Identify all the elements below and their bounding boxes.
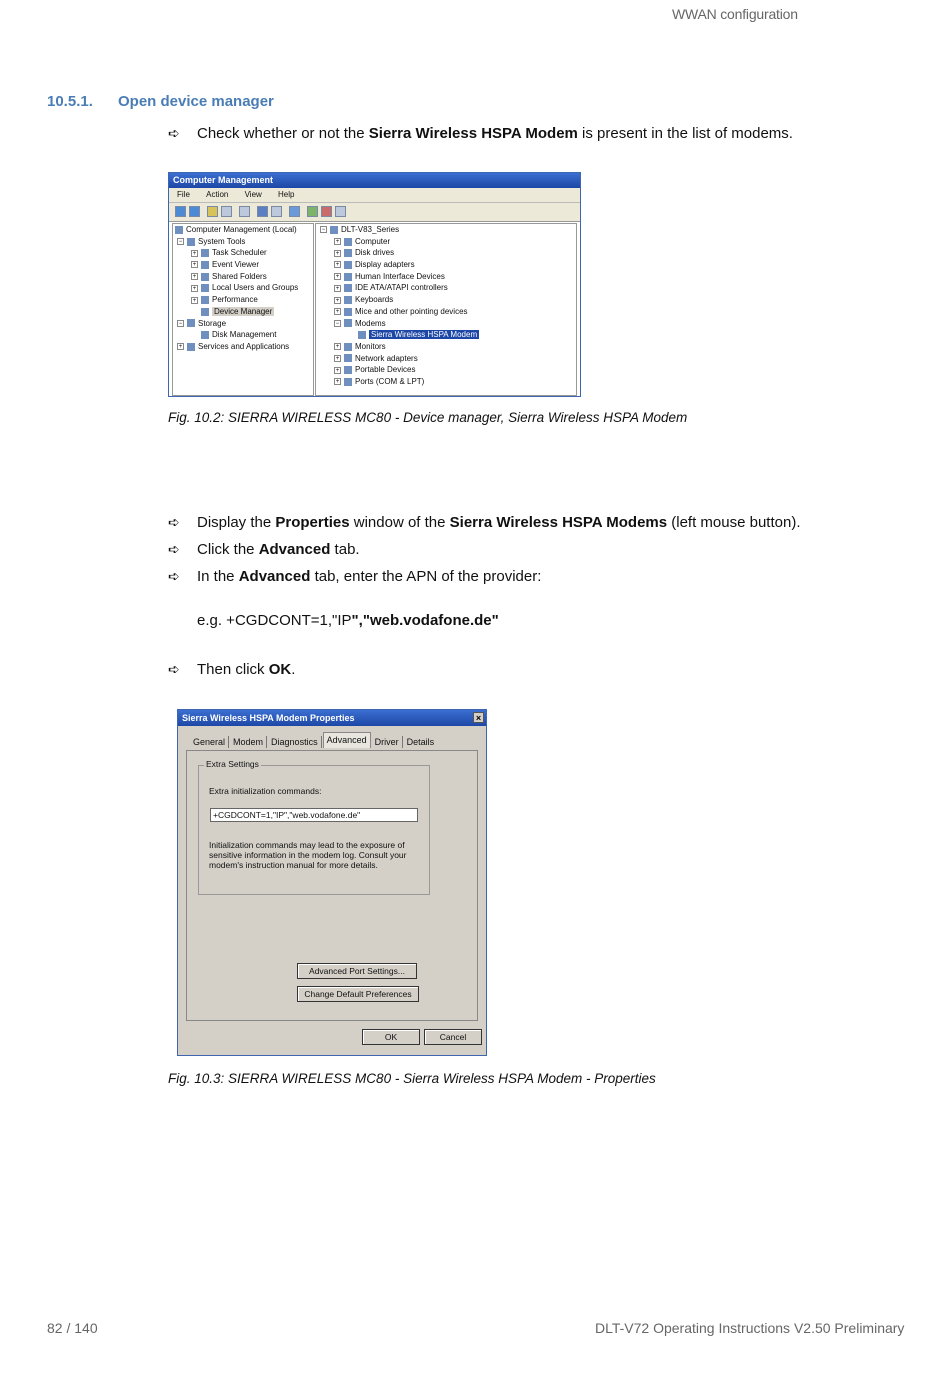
field-label: Extra initialization commands: — [209, 786, 322, 796]
users-icon — [201, 284, 209, 292]
document-title: DLT-V72 Operating Instructions V2.50 Preliminary — [595, 1320, 905, 1336]
step-enter-apn: ➪ In the Advanced tab, enter the APN of the provider: — [168, 568, 542, 585]
tree-item[interactable]: + Portable Devices — [335, 365, 416, 375]
help-icon[interactable] — [257, 206, 268, 217]
tab-advanced[interactable]: Advanced — [323, 732, 371, 748]
apn-example: e.g. +CGDCONT=1,"IP","web.vodafone.de" — [197, 612, 499, 629]
arrow-icon: ➪ — [168, 125, 180, 141]
close-icon[interactable]: × — [473, 712, 484, 723]
hardware-changes-icon[interactable] — [335, 206, 346, 217]
menu-bar — [169, 188, 580, 203]
properties-icon[interactable] — [239, 206, 250, 217]
dialog-title: Sierra Wireless HSPA Modem Properties × — [178, 710, 486, 726]
tree-item-sierra-modem[interactable]: Sierra Wireless HSPA Modem — [316, 329, 576, 341]
tree-item[interactable]: + Task Scheduler — [192, 248, 267, 258]
tree-item[interactable]: − Storage — [178, 318, 227, 328]
window-title: Computer Management — [169, 173, 580, 188]
tree-item[interactable]: + Keyboards — [335, 295, 394, 305]
tree-item[interactable]: + Disk drives — [335, 248, 395, 258]
view-icon[interactable] — [271, 206, 282, 217]
tree-item[interactable]: + Computer — [335, 236, 391, 246]
step-click-ok: ➪ Then click OK. — [168, 661, 296, 678]
page-number: 82 / 140 — [47, 1320, 98, 1336]
step-display-properties: ➪ Display the Properties window of the Sierra Wireless HSPA Modems (left mouse button). — [168, 514, 801, 531]
menu-file[interactable]: File — [177, 190, 190, 199]
section-number: 10.5.1. — [47, 93, 93, 110]
tree-item[interactable]: + Shared Folders — [192, 271, 267, 281]
group-label: Extra Settings — [206, 759, 259, 769]
computer-icon — [330, 226, 338, 234]
tab-modem[interactable]: Modem — [230, 736, 267, 748]
modem-icon — [358, 331, 366, 339]
advanced-panel — [186, 750, 478, 1021]
computer-icon — [175, 226, 183, 234]
display-icon — [344, 261, 352, 269]
tree-item[interactable]: + Services and Applications — [178, 341, 290, 351]
services-icon — [187, 343, 195, 351]
scan-icon[interactable] — [289, 206, 300, 217]
tab-general[interactable]: General — [190, 736, 229, 748]
device-manager-icon — [201, 308, 209, 316]
tab-diagnostics[interactable]: Diagnostics — [268, 736, 322, 748]
computer-icon — [344, 238, 352, 246]
tree-item[interactable]: + Monitors — [335, 341, 386, 351]
tree-item[interactable]: + Ports (COM & LPT) — [335, 376, 425, 386]
extra-init-commands-input[interactable]: +CGDCONT=1,"IP","web.vodafone.de" — [210, 808, 418, 822]
modem-properties-screenshot — [177, 709, 487, 1056]
monitor-icon — [344, 343, 352, 351]
tab-driver[interactable]: Driver — [372, 736, 403, 748]
tab-details[interactable]: Details — [406, 737, 435, 747]
arrow-icon: ➪ — [168, 514, 180, 530]
arrow-icon: ➪ — [168, 661, 180, 677]
chapter-header: WWAN configuration — [672, 6, 798, 22]
portable-device-icon — [344, 366, 352, 374]
warning-note: Initialization commands may lead to the exposure of sensitive information in the modem log. Consult your modem's instruction manual for more details. — [209, 840, 407, 870]
menu-action[interactable]: Action — [206, 190, 229, 199]
figure-caption-2: Fig. 10.3: SIERRA WIRELESS MC80 - Sierra Wireless HSPA Modem - Properties — [168, 1071, 656, 1086]
port-icon — [344, 378, 352, 386]
arrow-icon: ➪ — [168, 568, 180, 584]
tree-item[interactable]: Disk Management — [173, 329, 313, 341]
console-icon[interactable] — [221, 206, 232, 217]
back-icon[interactable] — [175, 206, 186, 217]
advanced-port-settings-button[interactable]: Advanced Port Settings... — [297, 963, 417, 979]
tree-item[interactable]: + IDE ATA/ATAPI controllers — [335, 283, 448, 293]
disk-icon — [201, 331, 209, 339]
clock-icon — [201, 249, 209, 257]
shared-folder-icon — [201, 273, 209, 281]
tools-icon — [187, 238, 195, 246]
cancel-button[interactable]: Cancel — [424, 1029, 482, 1045]
tree-item-device-manager[interactable]: Device Manager — [173, 306, 313, 318]
ide-icon — [344, 284, 352, 292]
event-icon — [201, 261, 209, 269]
tree-item[interactable]: − Modems — [335, 318, 386, 328]
tree-item[interactable]: + Event Viewer — [192, 260, 259, 270]
menu-view[interactable]: View — [244, 190, 262, 199]
tree-item[interactable]: + Human Interface Devices — [335, 271, 445, 281]
keyboard-icon — [344, 296, 352, 304]
computer-management-screenshot — [168, 172, 581, 397]
tree-item[interactable]: + Local Users and Groups — [192, 283, 299, 293]
performance-icon — [201, 296, 209, 304]
tree-item[interactable]: + Mice and other pointing devices — [335, 306, 468, 316]
tree-item[interactable]: − System Tools — [178, 236, 246, 246]
toolbar — [169, 203, 580, 222]
change-default-preferences-button[interactable]: Change Default Preferences — [297, 986, 419, 1002]
modem-icon — [344, 319, 352, 327]
network-icon — [344, 354, 352, 362]
ok-button[interactable]: OK — [362, 1029, 420, 1045]
step-click-advanced: ➪ Click the Advanced tab. — [168, 541, 360, 558]
tree-item[interactable]: − DLT-V83_Series — [321, 225, 400, 234]
tree-item[interactable]: + Performance — [192, 295, 258, 305]
hid-icon — [344, 273, 352, 281]
storage-icon — [187, 319, 195, 327]
tab-strip — [190, 734, 438, 750]
folder-icon[interactable] — [207, 206, 218, 217]
right-tree-pane — [315, 223, 577, 396]
disk-icon — [344, 249, 352, 257]
section-title: Open device manager — [118, 93, 274, 110]
menu-help[interactable]: Help — [278, 190, 295, 199]
figure-caption-1: Fig. 10.2: SIERRA WIRELESS MC80 - Device manager, Sierra Wireless HSPA Modem — [168, 410, 688, 425]
forward-icon[interactable] — [189, 206, 200, 217]
arrow-icon: ➪ — [168, 541, 180, 557]
update-driver-icon[interactable] — [307, 206, 318, 217]
uninstall-icon[interactable] — [321, 206, 332, 217]
mouse-icon — [344, 308, 352, 316]
tree-item[interactable]: Computer Management (Local) — [173, 224, 313, 236]
tree-item[interactable]: + Network adapters — [335, 353, 418, 363]
extra-settings-group — [198, 759, 430, 895]
tree-item[interactable]: + Display adapters — [335, 260, 415, 270]
left-tree-pane — [172, 223, 314, 396]
step-check-modem: ➪ Check whether or not the Sierra Wireless HSPA Modem is present in the list of modems. — [168, 125, 793, 142]
